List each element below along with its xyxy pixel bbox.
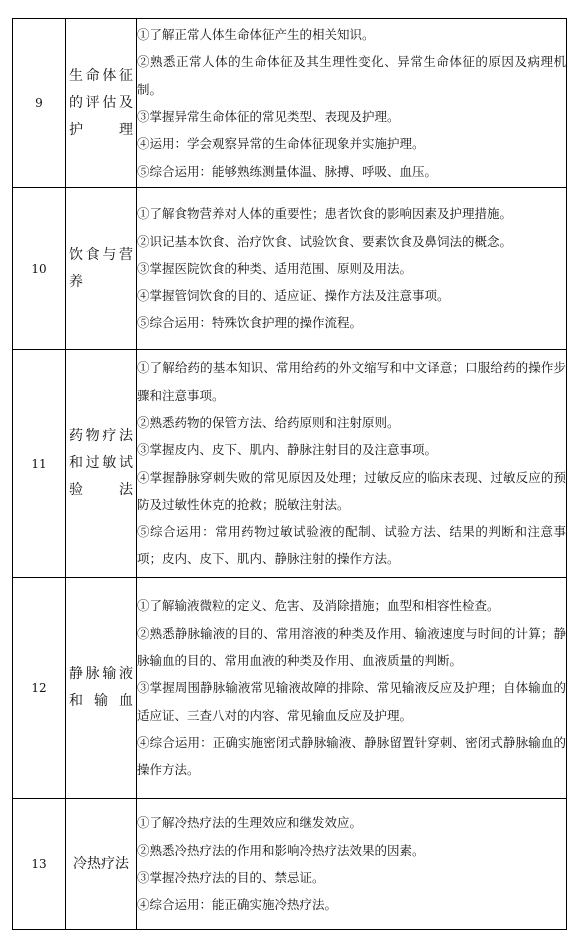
row-number: 11 xyxy=(13,350,66,578)
table-row xyxy=(13,350,567,578)
row-topic-cell xyxy=(66,19,137,188)
content-item: ②熟悉静脉输液的目的、常用溶液的种类及作用、输液速度与时间的计算；静脉输血的目的、常用血液的种类及作用、血液质量的判断。 xyxy=(137,625,566,669)
row-content xyxy=(137,350,567,578)
row-topic-cell xyxy=(66,350,137,578)
content-item: ①了解输液微粒的定义、危害、及消除措施；血型和相容性检查。 xyxy=(137,598,500,614)
row-topic: 药物疗法和过敏试验法 xyxy=(69,428,133,498)
row-topic-cell xyxy=(66,578,137,799)
row-topic: 冷热疗法 xyxy=(73,855,129,872)
content-item: ③掌握皮内、皮下、肌内、静脉注射目的及注意事项。 xyxy=(137,442,438,458)
row-content xyxy=(137,799,567,930)
content-item: ①了解冷热疗法的生理效应和继发效应。 xyxy=(137,815,363,831)
table-row xyxy=(13,19,567,188)
content-item: ①了解食物营养对人体的重要性；患者饮食的影响因素及护理措施。 xyxy=(137,206,513,222)
row-topic: 饮食与营养 xyxy=(69,246,133,290)
content-item: ②熟悉药物的保管方法、给药原则和注射原则。 xyxy=(137,414,400,430)
table-row xyxy=(13,578,567,799)
content-item: ⑤综合运用：特殊饮食护理的操作流程。 xyxy=(137,315,363,331)
content-item: ①了解正常人体生命体征产生的相关知识。 xyxy=(137,27,375,43)
content-item: ③掌握医院饮食的种类、适用范围、原则及用法。 xyxy=(137,260,413,276)
content-item: ④综合运用：能正确实施冷热疗法。 xyxy=(137,897,338,913)
content-item: ③掌握异常生命体征的常见类型、表现及护理。 xyxy=(137,109,400,124)
content-item: ⑤综合运用：常用药物过敏试验液的配制、试验方法、结果的判断和注意事项；皮内、皮下、肌内、静脉注射的操作方法。 xyxy=(137,524,566,567)
row-content xyxy=(137,578,567,799)
curriculum-table xyxy=(12,18,567,930)
row-topic: 静脉输液和输血 xyxy=(69,666,133,709)
row-number: 9 xyxy=(13,19,66,188)
content-item: ②熟悉冷热疗法的作用和影响冷热疗法效果的因素。 xyxy=(137,842,425,858)
row-content xyxy=(137,19,567,188)
content-item: ②熟悉正常人体的生命体征及其生理性变化、异常生命体征的原因及病理机制。 xyxy=(137,54,566,97)
content-item: ④综合运用：正确实施密闭式静脉输液、静脉留置针穿刺、密闭式静脉输血的操作方法。 xyxy=(137,734,566,778)
content-item: ④掌握管饲饮食的目的、适应证、操作方法及注意事项。 xyxy=(137,288,450,304)
row-number: 13 xyxy=(13,799,66,930)
row-topic-cell xyxy=(66,188,137,350)
row-number: 10 xyxy=(13,188,66,350)
table-row xyxy=(13,799,567,930)
content-item: ①了解给药的基本知识、常用给药的外文缩写和中文译意；口服给药的操作步骤和注意事项。 xyxy=(137,360,566,403)
content-item: ③掌握冷热疗法的目的、禁忌证。 xyxy=(137,870,325,885)
content-item: ③掌握周围静脉输液常见输液故障的排除、常见输液反应及护理；自体输血的适应证、三查八对的内容、常见输血反应及护理。 xyxy=(137,680,566,723)
content-item: ④掌握静脉穿刺失败的常见原因及处理；过敏反应的临床表现、过敏反应的预防及过敏性休克的抢救；脱敏注射法。 xyxy=(137,469,566,512)
row-topic-cell xyxy=(66,799,137,930)
row-topic: 生命体征的评估及护理 xyxy=(69,67,133,138)
row-number: 12 xyxy=(13,578,66,799)
content-item: ④运用：学会观察异常的生命体征现象并实施护理。 xyxy=(137,136,425,152)
row-content xyxy=(137,188,567,350)
content-item: ⑤综合运用：能够熟练测量体温、脉搏、呼吸、血压。 xyxy=(137,163,438,179)
content-item: ②识记基本饮食、治疗饮食、试验饮食、要素饮食及鼻饲法的概念。 xyxy=(137,233,513,249)
table-row xyxy=(13,188,567,350)
